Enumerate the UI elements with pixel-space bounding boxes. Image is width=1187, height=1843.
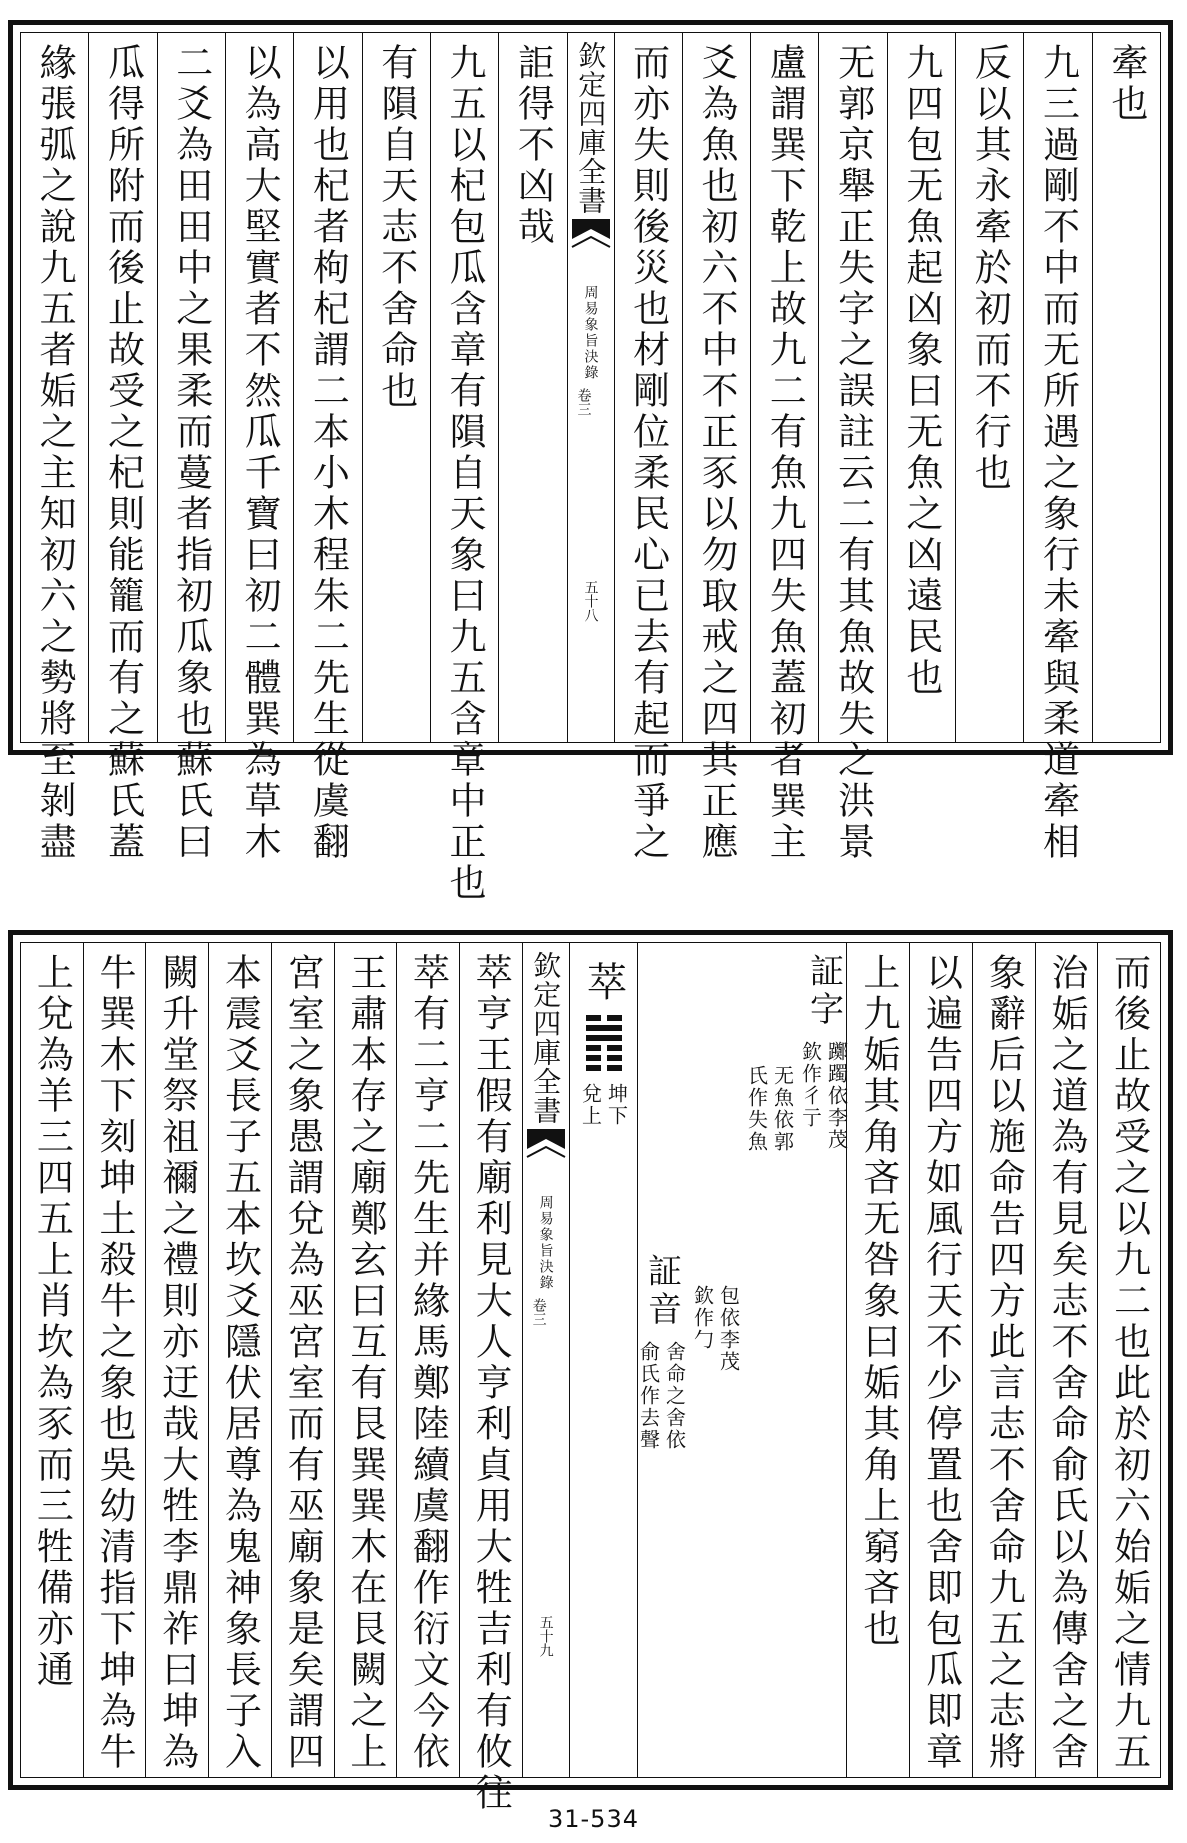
zizheng-notes [798, 943, 849, 1777]
column-text: 九四包无魚起凶象曰无魚之凶遠民也 [899, 43, 943, 699]
text-column [498, 33, 566, 742]
note-text: 俞氏作去聲 [636, 1341, 661, 1451]
text-column [362, 33, 430, 742]
text-column [1023, 33, 1091, 863]
column-text: 九三過剛不中而无所遇之象行未牽與柔道牽相 [1036, 43, 1080, 863]
column-text: 二爻為田田中之果柔而蔓者指初瓜象也蘇氏曰 [169, 43, 213, 863]
note-text: 氏作失魚 [744, 1065, 769, 1153]
column-text: 反以其永牽於初而不行也 [968, 43, 1012, 494]
column-text: 治姤之道為有見矣志不舍命俞氏以為傳舍之舍 [1044, 953, 1088, 1773]
column-text: 上九姤其角吝无咎象曰姤其角上窮吝也 [856, 953, 900, 1650]
text-column [750, 33, 818, 863]
zizheng-heading: 証字 [803, 953, 844, 1029]
book-title: 欽定四庫全書 [529, 951, 563, 1125]
notes-column [636, 943, 849, 1777]
lower-frame [8, 930, 1173, 1814]
book-subtitle: 周易象旨決錄 [537, 1195, 554, 1291]
column-text: 象辭后以施命告四方此言志不舍命九五之志將 [982, 953, 1026, 1773]
text-column [225, 33, 293, 863]
column-text: 宮室之象愚謂兌為巫宮室而有巫廟象是矣謂四 [281, 953, 325, 1773]
text-column [88, 33, 156, 863]
text-column [21, 33, 88, 863]
folio-number: 五十九 [537, 1615, 554, 1657]
note-text: 欽作勹 [690, 1285, 715, 1351]
column-text: 九五以杞包瓜含章有隕自天象曰九五含章中正也 [443, 43, 487, 904]
column-text: 緣張弧之說九五者姤之主知初六之勢將至剝盡 [33, 43, 77, 863]
column-text: 牽也 [1104, 43, 1148, 125]
column-text: 而亦失則後災也材剛位柔民心已去有起而爭之 [626, 43, 670, 863]
upper-frame [8, 20, 1173, 904]
text-column [396, 943, 459, 1777]
center-strip [567, 33, 614, 742]
book-title: 欽定四庫全書 [574, 41, 608, 215]
column-text: 上兌為羊三四五上肖坎為豕而三牲備亦通 [30, 953, 74, 1691]
note-pair [636, 1335, 687, 1451]
text-column [887, 33, 955, 742]
text-column [145, 943, 208, 1777]
page-number-footer: 31-534 [547, 1805, 639, 1833]
upper-page [0, 20, 1187, 904]
note-text: 舍命之舍依 [662, 1341, 687, 1451]
hexagram-name: 萃 [580, 961, 627, 1005]
note-text: 包依李茂 [716, 1285, 741, 1373]
note-text: 躑躅依李茂 [824, 1041, 849, 1151]
hexagram-block [578, 943, 629, 1777]
hexagram-cui-icon [584, 1013, 624, 1071]
note-text: 无魚依郭 [770, 1065, 795, 1153]
text-column [818, 33, 886, 863]
center-strip [522, 943, 569, 1777]
juan-number: 卷三 [530, 1298, 547, 1326]
column-text: 萃亨王假有廟利見大人亨利貞用大牲吉利有攸往 [469, 953, 513, 1814]
column-text: 而後止故受之以九二也此於初六始姤之情九五 [1107, 953, 1151, 1773]
lower-page [0, 930, 1187, 1814]
text-column [682, 33, 750, 863]
text-column [83, 943, 146, 1777]
lower-trigram: 坤下 [604, 1083, 629, 1127]
fish-tail-icon [527, 1129, 565, 1173]
text-column [1035, 943, 1098, 1777]
column-text: 盧謂巽下乾上故九二有魚九四失魚蓋初者巽主 [763, 43, 807, 863]
juan-number: 卷三 [575, 388, 592, 416]
column-text: 牛巽木下刻坤土殺牛之象也吳幼清指下坤為牛 [93, 953, 137, 1773]
text-column [430, 33, 498, 904]
zizheng-notes-2 [744, 943, 795, 1777]
text-column [459, 943, 522, 1814]
text-column [157, 33, 225, 863]
text-column [955, 33, 1023, 742]
note-pair [744, 1059, 795, 1153]
yinzheng-heading: 証音 [641, 1253, 682, 1329]
note-text: 欽作彳亍 [798, 1041, 823, 1129]
trigram-pair [578, 1077, 629, 1127]
note-pair [798, 1035, 849, 1151]
note-pair [690, 1279, 741, 1373]
text-column [334, 943, 397, 1777]
column-text: 王肅本存之廟鄭玄曰互有艮巽巽木在艮闕之上 [343, 953, 387, 1773]
yinzheng-notes [636, 943, 687, 1777]
column-text: 萃有二亨二先生并緣馬鄭陸續虞翻作衍文今依 [406, 953, 450, 1773]
column-text: 无郭京舉正失字之誤註云二有其魚故失之洪景 [831, 43, 875, 863]
column-text: 爻為魚也初六不中不正豕以勿取戒之四其正應 [694, 43, 738, 863]
text-column [293, 33, 361, 863]
column-text: 有隕自天志不舍命也 [374, 43, 418, 412]
column-text: 以遍告四方如風行天不少停置也舍即包瓜即章 [919, 953, 963, 1773]
column-text: 以用也杞者枸杞謂二本小木程朱二先生從虞翻 [306, 43, 350, 863]
upper-trigram: 兌上 [578, 1083, 603, 1127]
zizheng-notes-3 [690, 943, 741, 1777]
text-column [1097, 943, 1160, 1777]
lower-columns [20, 942, 1161, 1814]
book-subtitle: 周易象旨決錄 [582, 285, 599, 381]
upper-columns [20, 32, 1161, 904]
column-text: 本震爻長子五本坎爻隱伏居尊為鬼神象長子入 [218, 953, 262, 1773]
hexagram-column [569, 943, 638, 1777]
column-text: 詎得不凶哉 [511, 43, 555, 248]
column-text: 瓜得所附而後止故受之杞則能籠而有之蘇氏蓋 [101, 43, 145, 863]
text-column [208, 943, 271, 1777]
text-column [846, 943, 909, 1777]
text-column [1092, 33, 1160, 742]
folio-number: 五十八 [582, 580, 599, 622]
text-column [21, 943, 83, 1777]
text-column [972, 943, 1035, 1777]
fish-tail-icon [572, 219, 610, 263]
column-text: 闕升堂祭祖禰之禮則亦迂哉大牲李鼎祚曰坤為 [155, 953, 199, 1773]
text-column [614, 33, 682, 863]
column-text: 以為高大堅實者不然瓜千寶曰初二體巽為草木 [238, 43, 282, 863]
text-column [909, 943, 972, 1777]
text-column [271, 943, 334, 1777]
